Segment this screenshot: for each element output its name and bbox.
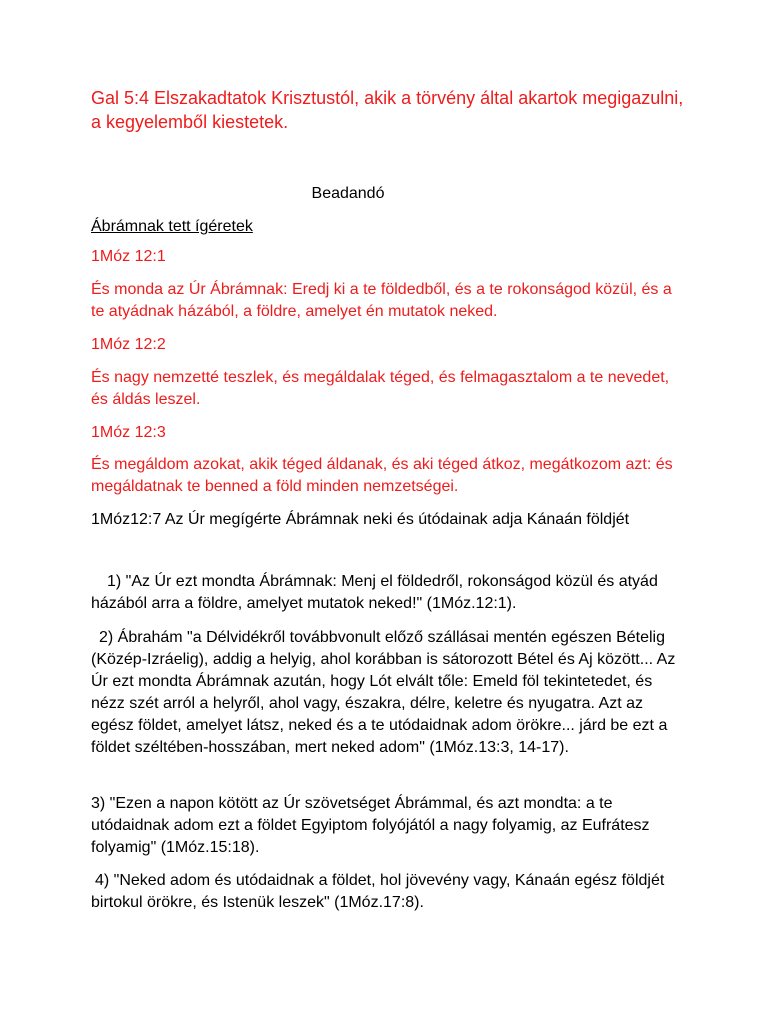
summary-line: 1Móz12:7 Az Úr megígérte Ábrámnak neki és útódainak adja Kánaán földjét: [91, 511, 630, 528]
point-4: 4) "Neked adom és utódaidnak a földet, hol jövevény vagy, Kánaán egész földjét birtokul örökre, és Istenük leszek" (1Móz.17:8).: [91, 872, 665, 911]
verse-text-2: És nagy nemzetté teszlek, és megáldalak téged, és felmagasztalom a te nevedet, és áldás leszel.: [91, 369, 670, 408]
section-title: Ábrámnak tett ígéretek: [91, 218, 253, 235]
verse-ref-1: 1Móz 12:1: [91, 248, 166, 265]
point-1: 1) "Az Úr ezt mondta Ábrámnak: Menj el földedről, rokonságod közül és atyád házából arra a földre, amelyet mutatok neked!" (1Móz.12:1).: [91, 573, 658, 612]
point-3: 3) "Ezen a napon kötött az Úr szövetséget Ábrámmal, és azt mondta: a te utódaidnak adom ezt a földet Egyiptom folyójától a nagy folyamig, az Eufrátesz folyamig" (1Móz.15:18).: [91, 795, 650, 856]
point-2: 2) Ábrahám "a Délvidékről továbbvonult előző szállásai mentén egészen Bételig (Közép-Izráelig), addig a helyig, ahol korábban is sátorozott Bétel és Aj között... Az Úr ezt mondta Ábrámnak azután, hogy Lót elvált tőle: Emeld föl tekintetedet, és nézz szét arról a helyről, ahol vagy, északra, délre, keletre és nyugatra. Azt az egész földet, amelyet látsz, neked és a te utódaidnak adom örökre... járd be ezt a földet széltében-hosszában, mert neked adom" (1Móz.13:3, 14-17).: [91, 629, 676, 756]
verse-ref-3: 1Móz 12:3: [91, 424, 166, 441]
verse-text-3: És megáldom azokat, akik téged áldanak, és aki téged átkoz, megátkozom azt: és megáldatnak te benned a föld minden nemzetségei.: [91, 456, 673, 495]
verse-ref-2: 1Móz 12:2: [91, 336, 166, 353]
heading-verse: Gal 5:4 Elszakadtatok Krisztustól, akik a törvény által akartok megigazulni, a kegyelemből kiestetek.: [91, 88, 684, 132]
assignment-label: Beadandó: [311, 185, 385, 202]
verse-text-1: És monda az Úr Ábrámnak: Eredj ki a te földedből, és a te rokonságod közül, és a te atyádnak házából, a földre, amelyet én mutatok neked.: [91, 281, 672, 320]
